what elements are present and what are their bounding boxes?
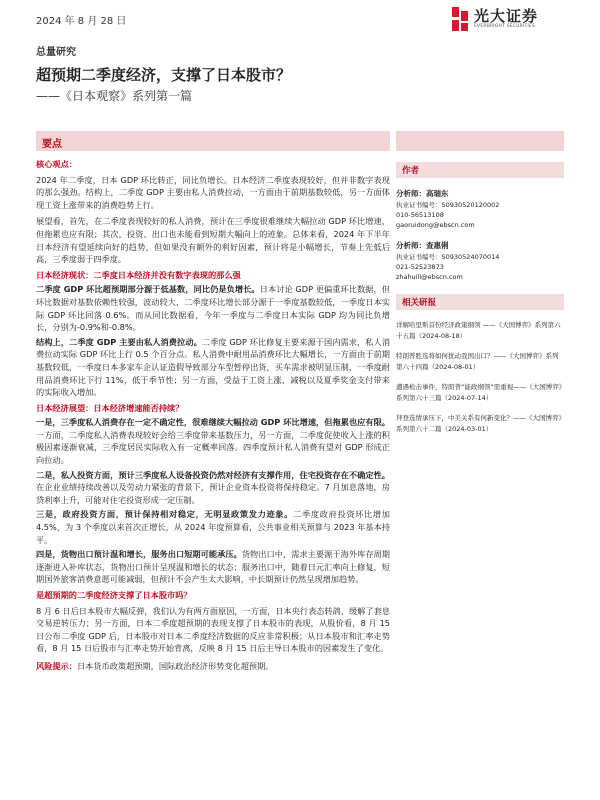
- paragraph-overview: 2024 年二季度，日本 GDP 环比转正，同比负增长。日本经济二季度表现较好，但并非数字表现的那么强劲。结构上，二季度 GDP 主要由私人消费拉动，一方面由于前期基数较低，另一方面体现工资上涨带来的消费趋势上行。: [36, 174, 390, 210]
- section-heading-status: 日本经济现状：二季度日本经济并没有数字表现的那么强: [36, 269, 241, 280]
- core-view-label: 核心观点：: [36, 159, 77, 169]
- paragraph-gdp-base-lead: 二季度 GDP 环比超预期部分源于低基数，同比仍是负增长。: [36, 284, 260, 295]
- paragraph-structure: [36, 336, 390, 399]
- analyst-phone: 010-56513108: [396, 211, 444, 219]
- key-points-bar: [36, 131, 390, 151]
- analyst-name: 分析师：高瑞东: [396, 189, 449, 198]
- logo-name-en: EVERBRIGHT SECURITIES: [474, 24, 536, 29]
- report-header: [0, 0, 600, 110]
- report-title: 超预期二季度经济，支撑了日本股市？: [36, 66, 292, 84]
- paragraph-exports: [36, 548, 390, 586]
- report-subtitle: ——《日本观察》系列第一篇: [36, 89, 193, 103]
- analyst-email[interactable]: gaoruidong@ebscn.com: [396, 221, 475, 229]
- paragraph-consumption-text: 一方面，二季度私人消费表现较好会给三季度带来基数压力，另一方面，二季度促使收入上涨的积极因素逐渐衰减，三季度居民实际收入有一定概率回落。四季度预计私人消费有望对 GDP 形成正向拉动。: [36, 429, 390, 466]
- paragraph-government-lead: 三是，政府投资方面，预计保持相对稳定，无明显政策发力迹象。: [36, 509, 294, 520]
- paragraph-investment-text: 在企业业绩持续改善以及劳动力紧张的背景下，预计企业资本投资将保持稳定。7 月加息落地，房贷利率上升，可能对住宅投资形成一定压制。: [36, 482, 390, 505]
- related-heading: 相关研报: [402, 298, 437, 308]
- paragraph-exports-lead: 四是，货物出口预计温和增长，服务出口短期可能承压。: [36, 549, 242, 560]
- related-report-link[interactable]: 遭遇枪击事件，特朗普“能政纲领”需重视——《大国博弈》系列第六十三篇（2024-07-14）: [396, 383, 562, 402]
- risk-warning: [36, 660, 390, 673]
- related-report-link[interactable]: 特朗普胜选将如何扰动我国出口？——《大国博弈》系列第六十四篇（2024-08-01）: [396, 352, 559, 371]
- author-section-bar: [396, 162, 564, 178]
- logo-mark-icon: [452, 7, 468, 31]
- analyst-card: [396, 188, 564, 230]
- logo-name-cn: 光大证券: [474, 7, 539, 25]
- key-points-heading: 要点: [42, 139, 62, 150]
- analyst-email[interactable]: zhahuili@ebscn.com: [396, 273, 463, 281]
- analyst-phone: 021-52523873: [396, 263, 444, 271]
- author-heading: 作者: [402, 166, 420, 176]
- paragraph-consumption: [36, 416, 390, 466]
- paragraph-government-text: 二季度政府投资环比增加 4.5%，为 3 个季度以来首次正增长，从 2024 年度预算看，公共事业相关预算与 2023 年基本持平。: [36, 509, 390, 545]
- paragraph-stock-market: 8 月 6 日后日本股市大幅反弹，我们认为有两方面原因，一方面，日本央行表态转鸽，缓解了套息交易逆转压力；另一方面，日本二季度超预期的表现支撑了日本股市的表现，从股价看，8 月 15 日公布二季度 GDP 后，日本股市对日本二季度经济数据的反应非常积极；从日本股市和汇率走势看，8 月 15 日后股市与汇率走势开始背离，反映 8 月 15 日后主导日本股市的因素发生了变化。: [36, 605, 390, 654]
- analyst-name: 分析师：查惠俐: [396, 241, 449, 250]
- sidebar: [396, 156, 564, 434]
- paragraph-structure-text: 二季度 GDP 环比修复主要来源于国内需求，私人消费拉动实际 GDP 环比上行 0.5 个百分点。私人消费中耐用品消费环比大幅增长，一方面由于前期基数较低，一季度日本多家车企认证造假导致部分车型暂停出货，买车需求被明显压制，一季度耐用品消费环比下行 11%，低于季节性；另一方面，受益于工资上涨、减税以及夏季奖金支付带来的实际收入增加。: [36, 336, 391, 398]
- paragraph-structure-lead: 结构上，二季度 GDP 主要由私人消费拉动。: [36, 336, 202, 347]
- paragraph-outlook: 展望看，首先，在二季度表现较好的私人消费，预计在三季度很难继续大幅拉动 GDP 环比增速，但拖累也应有限；其次，投资、出口也未能看到短期大幅向上的迹象。总体来看，2024 年下半年日本经济有望延续向好的趋势，但如果没有额外的利好因素，预计将是小幅增长，节奏上先低后高，三季度弱于四季度。: [36, 216, 390, 265]
- analyst-cert: 执业证书编号：S0930524070014: [396, 253, 500, 261]
- sidebar-top-bar: [396, 131, 564, 151]
- paragraph-investment-lead: 二是，私人投资方面，预计三季度私人设备投资仍然对经济有支撑作用，住宅投资存在不确定性。: [36, 469, 390, 480]
- related-report-link[interactable]: 拜登选情承压下，中美关系有何新变化？——《大国博弈》系列第六十二篇（2024-03-01）: [396, 414, 562, 433]
- paragraph-consumption-lead: 一是，三季度私人消费存在一定不确定性，很难继续大幅拉动 GDP 环比增速，但拖累也应有限。: [36, 417, 390, 428]
- paragraph-exports-text: 货物出口中，需求主要源于海外库存周期逐渐进入补库状态，货物出口预计呈现温和增长的状态；服务出口中，随着日元汇率向上修复，短期国外旅客消费意愿可能减弱，但预计不会产生太大影响，中长期预计仍然呈现增加趋势。: [36, 549, 390, 585]
- related-report-link[interactable]: 详解哈里斯首份经济政策纲领 ——《大国博弈》系列第六十五篇（2024-08-18）: [396, 321, 561, 340]
- risk-label: 风险提示：: [36, 660, 77, 671]
- analyst-card: [396, 240, 564, 282]
- paragraph-investment: [36, 469, 390, 507]
- main-body: [36, 156, 390, 673]
- report-date: 2024 年 8 月 28 日: [36, 16, 127, 27]
- section-heading-stocks: 是超预期的二季度经济支撑了日本股市吗？: [36, 590, 192, 600]
- analyst-cert: 执业证书编号：S0930520120002: [396, 201, 500, 209]
- report-category: 总量研究: [36, 47, 76, 58]
- paragraph-gdp-base: [36, 283, 390, 333]
- section-heading-outlook: 日本经济展望：日本经济增速能否持续？: [36, 402, 184, 413]
- risk-text: 日本货币政策超预期，国际政治经济形势变化超预期。: [76, 660, 274, 671]
- paragraph-government: [36, 508, 390, 546]
- related-section-bar: [396, 294, 564, 310]
- paragraph-gdp-base-text: 日本讨论 GDP 更偏重环比数据，但环比数据对基数依赖性较强，波动较大，二季度环比增长部分源于一季度基数较低，一季度日本实际 GDP 环比回落 0.6%。而从同比数据看，今年一季度与二季度日本实际 GDP 均为同比负增长，分别为-0.9%和-0.8%。: [36, 284, 390, 333]
- everbright-logo: [452, 4, 572, 34]
